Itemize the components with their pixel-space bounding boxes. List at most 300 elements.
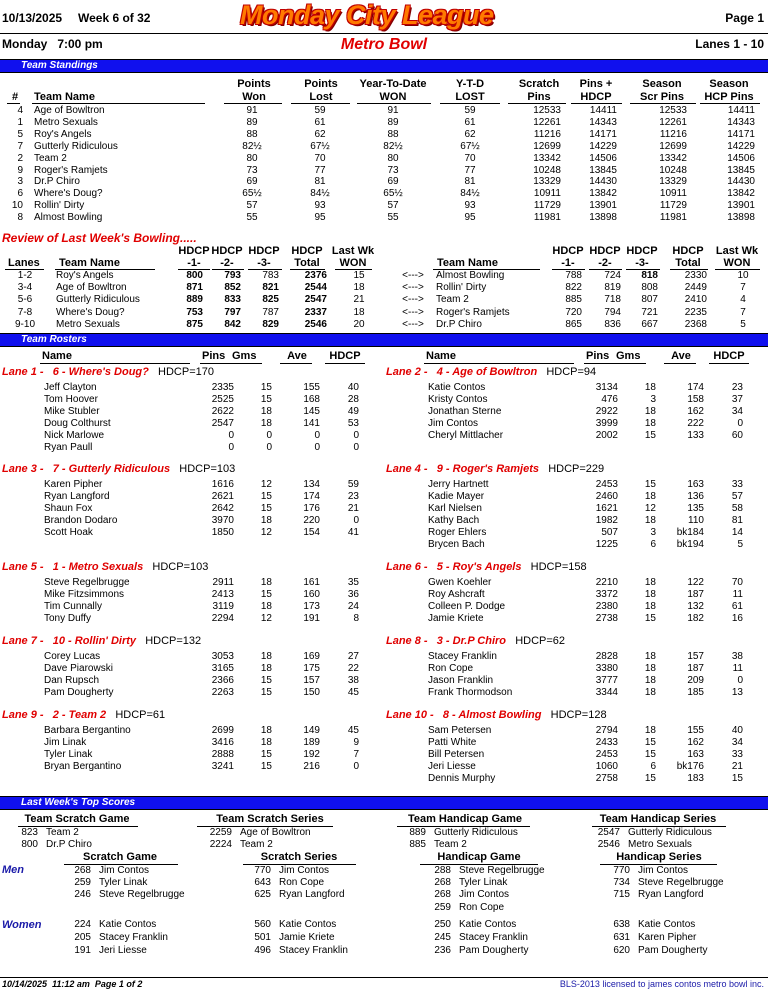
roster-cell: 2453: [595, 479, 618, 490]
top-score: 268: [434, 877, 451, 889]
underline: [424, 363, 574, 364]
review-cell: 807: [641, 294, 658, 306]
roster-cell: 34: [731, 736, 743, 748]
roster-cell: 149: [303, 725, 320, 736]
roster-cell: 0: [266, 441, 272, 453]
lane-team-heading: [2, 366, 214, 378]
roster-cell: 157: [303, 674, 320, 686]
lane-label: Lane 8 -: [386, 635, 437, 647]
standings-cell: 12261: [533, 116, 561, 128]
roster-cell: 15: [644, 612, 656, 624]
standings-column-header: HCP Pins: [704, 91, 754, 103]
roster-cell: 0: [266, 429, 272, 441]
roster-cell: 11: [732, 588, 743, 600]
review-column-header: WON: [339, 257, 367, 269]
review-cell: 871: [186, 282, 203, 294]
review-cell: 2337: [304, 306, 327, 318]
standings-cell: 91: [246, 105, 258, 116]
roster-cell: 3241: [211, 760, 234, 772]
roster-cell: Pam Dougherty: [44, 686, 114, 698]
standings-cell: 12533: [533, 105, 561, 116]
roster-cell: 185: [687, 686, 704, 698]
standings-cell: 8: [17, 212, 23, 224]
top-name: Jim Contos: [279, 865, 330, 876]
standings-cell: 12261: [659, 116, 687, 128]
standings-cell: 82½: [383, 140, 403, 152]
standings-cell: 84½: [460, 188, 480, 200]
roster-cell: 18: [644, 662, 656, 674]
bowling-center: Metro Bowl: [340, 36, 428, 53]
underline: [584, 363, 646, 364]
roster-cell: 507: [601, 526, 618, 538]
underline: [7, 103, 20, 104]
roster-cell: 192: [303, 748, 320, 760]
review-cell: 2544: [304, 282, 327, 294]
review-cell: 793: [224, 270, 241, 281]
men-label: Men: [2, 864, 24, 876]
roster-cell: 132: [687, 600, 704, 612]
roster-cell: 2335: [211, 382, 234, 393]
roster-cell: 2433: [595, 736, 618, 748]
roster-cell: 2794: [595, 725, 618, 736]
roster-cell: 15: [260, 674, 272, 686]
underline: [291, 103, 350, 104]
roster-cell: 53: [347, 417, 359, 429]
roster-cell: 70: [731, 577, 743, 588]
review-column-header: HDCP: [552, 245, 584, 257]
standings-cell: 14171: [589, 128, 617, 140]
roster-cell: 133: [687, 429, 704, 441]
roster-cell: 2547: [211, 417, 234, 429]
review-cell: 2546: [304, 318, 327, 330]
review-cell: 787: [262, 306, 279, 318]
top-score: 800: [21, 839, 38, 850]
standings-cell: 14229: [727, 140, 755, 152]
roster-cell: 2380: [595, 600, 618, 612]
roster-cell: 2453: [595, 748, 618, 760]
roster-cell: 1621: [595, 502, 618, 514]
standings-cell: 13329: [659, 176, 687, 188]
top-score: 268: [434, 889, 451, 901]
roster-cell: 3165: [211, 662, 234, 674]
underline: [280, 363, 312, 364]
top-individual-header: Scratch Game: [83, 851, 157, 863]
standings-column-header: #: [12, 91, 19, 103]
roster-cell: 13: [731, 686, 743, 698]
roster-cell: 2621: [211, 490, 234, 502]
roster-cell: 155: [303, 382, 320, 393]
standings-cell: 61: [464, 116, 476, 128]
review-column-header: Total: [675, 257, 701, 269]
roster-cell: Nick Marlowe: [44, 429, 105, 441]
review-cell: 15: [353, 270, 365, 281]
lane-label: Lane 9 -: [2, 709, 53, 721]
review-cell: 2368: [684, 318, 707, 330]
roster-cell: 173: [303, 600, 320, 612]
day-time: Monday 7:00 pm: [2, 37, 103, 51]
roster-cell: 0: [353, 514, 359, 526]
standings-cell: Gutterly Ridiculous: [34, 140, 118, 152]
standings-column-header: Year-To-Date: [359, 78, 427, 90]
roster-cell: 2922: [595, 405, 618, 417]
top-scores-section-bar: Last Week's Top Scores: [0, 796, 768, 810]
top-name: Metro Sexuals: [628, 839, 692, 850]
standings-cell: 14411: [727, 105, 755, 116]
roster-cell: 187: [687, 588, 704, 600]
review-column-header: HDCP: [589, 245, 621, 257]
roster-cell: Jamie Kriete: [428, 612, 484, 624]
roster-cell: Patti White: [428, 736, 477, 748]
standings-cell: 69: [246, 176, 258, 188]
roster-cell: 2622: [211, 405, 234, 417]
roster-cell: 160: [303, 588, 320, 600]
lane-team-heading: [2, 709, 165, 721]
standings-cell: 14506: [589, 152, 617, 164]
review-column-header: WON: [723, 257, 751, 269]
top-score: 770: [613, 865, 630, 876]
roster-cell: Bill Petersen: [428, 748, 485, 760]
roster-cell: 23: [731, 382, 743, 393]
team-handicap: HDCP=158: [530, 561, 587, 573]
standings-cell: 2: [17, 152, 23, 164]
top-name: Katie Contos: [279, 919, 337, 930]
roster-cell: 3053: [211, 651, 234, 662]
standings-cell: 73: [387, 164, 399, 176]
underline: [32, 103, 205, 104]
roster-cell: 163: [687, 748, 704, 760]
roster-cell: 3970: [211, 514, 234, 526]
lane-label: Lane 2 -: [386, 366, 437, 378]
top-name: Ryan Langford: [638, 889, 704, 901]
roster-cell: 1850: [211, 526, 234, 538]
top-individual-header: Handicap Series: [616, 851, 702, 863]
standings-cell: 13842: [589, 188, 617, 200]
standings-cell: 95: [314, 212, 326, 224]
underline: [325, 363, 365, 364]
roster-cell: 3: [650, 393, 656, 405]
lane-label: Lane 1 -: [2, 366, 53, 378]
roster-cell: 220: [303, 514, 320, 526]
top-name: Ron Cope: [459, 901, 505, 913]
standings-cell: 62: [464, 128, 476, 140]
review-cell: 825: [262, 294, 279, 306]
lane-team-heading: [386, 561, 587, 573]
top-score: 2546: [597, 839, 620, 850]
roster-cell: 2210: [595, 577, 618, 588]
standings-cell: 80: [246, 152, 258, 164]
review-cell: 5: [740, 318, 746, 330]
standings-cell: 89: [246, 116, 258, 128]
team-label: 4 - Age of Bowltron: [436, 366, 547, 378]
top-team-header: Team Scratch Game: [24, 813, 130, 825]
standings-column-header: WON: [379, 91, 407, 103]
review-cell: <--->: [402, 282, 424, 294]
review-cell: 2547: [304, 294, 327, 306]
team-label: 3 - Dr.P Chiro: [436, 635, 516, 647]
top-name: Team 2: [240, 839, 273, 850]
standings-column-header: Won: [242, 91, 266, 103]
top-name: Stacey Franklin: [459, 931, 528, 943]
roster-cell: 162: [687, 736, 704, 748]
roster-cell: 18: [644, 588, 656, 600]
roster-cell: 6: [650, 538, 656, 550]
review-column-header: -3-: [257, 257, 271, 269]
standings-cell: 10911: [533, 188, 561, 200]
standings-cell: 14411: [589, 105, 617, 116]
roster-cell: 476: [601, 393, 618, 405]
top-name: Steve Regelbrugge: [99, 889, 185, 901]
top-score: 250: [434, 919, 451, 930]
roster-cell: 15: [260, 393, 272, 405]
standings-cell: 13329: [533, 176, 561, 188]
top-score: 715: [613, 889, 630, 901]
standings-cell: 89: [387, 116, 399, 128]
review-cell: 10: [737, 270, 749, 281]
team-handicap: HDCP=94: [546, 366, 597, 378]
roster-cell: 18: [260, 577, 272, 588]
roster-cell: 2263: [211, 686, 234, 698]
review-column-header: HDCP: [626, 245, 658, 257]
roster-cell: Jim Contos: [428, 417, 479, 429]
roster-cell: 16: [731, 612, 743, 624]
roster-cell: Jonathan Sterne: [428, 405, 502, 417]
roster-cell: 2699: [211, 725, 234, 736]
standings-column-header: Scr Pins: [639, 91, 685, 103]
top-score: 245: [434, 931, 451, 943]
standings-cell: 57: [246, 200, 258, 212]
review-cell: 821: [262, 282, 279, 294]
standings-cell: Dr.P Chiro: [34, 176, 80, 188]
roster-cell: 36: [347, 588, 359, 600]
roster-cell: Jeff Clayton: [44, 382, 97, 393]
top-name: Ron Cope: [279, 877, 325, 889]
roster-cell: Tony Duffy: [44, 612, 92, 624]
roster-cell: 38: [731, 651, 743, 662]
roster-cell: 2002: [595, 429, 618, 441]
team-handicap: HDCP=229: [548, 463, 605, 475]
underline: [700, 103, 760, 104]
standings-cell: Age of Bowltron: [34, 105, 105, 116]
roster-cell: 12: [644, 502, 656, 514]
underline: [357, 103, 431, 104]
top-score: 259: [434, 901, 451, 913]
top-name: Katie Contos: [459, 919, 517, 930]
roster-cell: 1225: [595, 538, 618, 550]
top-individual-header: Scratch Series: [260, 851, 338, 863]
standings-cell: 14506: [727, 152, 755, 164]
roster-cell: Dave Piarowski: [44, 662, 113, 674]
roster-cell: 3: [650, 526, 656, 538]
standings-cell: 69: [387, 176, 399, 188]
roster-cell: Tim Cunnally: [44, 600, 102, 612]
standings-cell: 59: [314, 105, 326, 116]
standings-cell: 14430: [589, 176, 617, 188]
roster-cell: 168: [303, 393, 320, 405]
review-column-header: HDCP: [291, 245, 323, 257]
review-cell: 718: [604, 294, 621, 306]
roster-cell: 27: [347, 651, 359, 662]
standings-cell: 61: [314, 116, 326, 128]
roster-cell: Jason Franklin: [428, 674, 494, 686]
top-name: Tyler Linak: [459, 877, 508, 889]
roster-cell: 1982: [595, 514, 618, 526]
roster-cell: Jeri Liesse: [428, 760, 476, 772]
roster-cell: 0: [353, 441, 359, 453]
top-name: Gutterly Ridiculous: [434, 827, 518, 838]
standings-column-header: Y-T-D: [455, 78, 485, 90]
lane-label: Lane 7 -: [2, 635, 53, 647]
roster-cell: 15: [644, 748, 656, 760]
review-column-header: Team Name: [59, 257, 120, 269]
review-cell: <--->: [402, 318, 424, 330]
review-cell: 885: [565, 294, 582, 306]
standings-cell: Roger's Ramjets: [34, 164, 108, 176]
footer-license: BLS-2013 licensed to james contos metro bowl inc.: [559, 979, 764, 989]
top-name: Pam Dougherty: [638, 944, 708, 956]
review-cell: 2449: [684, 282, 707, 294]
review-cell: 797: [224, 306, 241, 318]
standings-cell: 65½: [242, 188, 262, 200]
lane-label: Lane 3 -: [2, 463, 53, 475]
team-label: 10 - Rollin' Dirty: [52, 635, 146, 647]
roster-cell: Stacey Franklin: [428, 651, 497, 662]
top-team-header: Team Handicap Series: [599, 813, 717, 825]
roster-cell: 141: [303, 417, 320, 429]
standings-cell: 13845: [727, 164, 755, 176]
roster-cell: 28: [347, 393, 359, 405]
standings-cell: Almost Bowling: [34, 212, 103, 224]
lane-label: Lane 4 -: [386, 463, 437, 475]
review-cell: Gutterly Ridiculous: [56, 294, 140, 306]
roster-cell: 176: [303, 502, 320, 514]
roster-column-header: HDCP: [713, 350, 745, 362]
review-cell: 7: [740, 306, 746, 318]
roster-column-header: Gms: [616, 350, 641, 362]
standings-cell: 13342: [533, 152, 561, 164]
roster-cell: Doug Colthurst: [44, 417, 111, 429]
roster-cell: 18: [260, 736, 272, 748]
team-label: 1 - Metro Sexuals: [52, 561, 153, 573]
roster-cell: 57: [731, 490, 743, 502]
standings-column-header: Scratch: [518, 78, 560, 90]
review-cell: 2330: [684, 270, 707, 281]
standings-cell: 93: [314, 200, 326, 212]
review-cell: 1-2: [17, 270, 33, 281]
page-number: Page 1: [725, 11, 764, 25]
standings-cell: 6: [17, 188, 23, 200]
review-cell: 2410: [684, 294, 707, 306]
roster-cell: 0: [353, 760, 359, 772]
standings-cell: Roy's Angels: [34, 128, 92, 140]
roster-cell: 40: [731, 725, 743, 736]
top-score: 2224: [209, 839, 232, 850]
review-cell: 819: [604, 282, 621, 294]
review-cell: 822: [565, 282, 582, 294]
top-name: Katie Contos: [99, 919, 157, 930]
roster-cell: 18: [644, 686, 656, 698]
roster-cell: 15: [731, 772, 743, 784]
review-cell: Dr.P Chiro: [436, 318, 482, 330]
lane-team-heading: [2, 635, 201, 647]
roster-cell: 2460: [595, 490, 618, 502]
top-name: Stacey Franklin: [99, 931, 168, 943]
roster-cell: 12: [260, 479, 272, 490]
roster-cell: 158: [687, 393, 704, 405]
roster-cell: 24: [347, 600, 359, 612]
roster-cell: 18: [260, 514, 272, 526]
footer-rule: [0, 977, 768, 978]
review-column-header: -2-: [220, 257, 234, 269]
top-name: Dr.P Chiro: [46, 839, 92, 850]
review-column-header: Team Name: [437, 257, 498, 269]
roster-cell: 18: [644, 514, 656, 526]
standings-cell: 65½: [383, 188, 403, 200]
top-score: 631: [613, 931, 630, 943]
roster-cell: 2525: [211, 393, 234, 405]
roster-cell: bk176: [676, 760, 704, 772]
roster-cell: Dennis Murphy: [428, 772, 496, 784]
standings-column-header: Lost: [309, 91, 333, 103]
standings-cell: 14343: [589, 116, 617, 128]
roster-cell: Shaun Fox: [44, 502, 93, 514]
underline: [664, 363, 696, 364]
roster-cell: 15: [644, 479, 656, 490]
header-rule: [0, 33, 768, 34]
roster-cell: 110: [688, 514, 704, 526]
team-handicap: HDCP=61: [115, 709, 166, 721]
review-column-header: -3-: [635, 257, 649, 269]
review-column-header: Total: [294, 257, 320, 269]
roster-cell: 12: [260, 612, 272, 624]
roster-cell: 183: [687, 772, 704, 784]
roster-column-header: Ave: [287, 350, 307, 362]
review-column-header: HDCP: [672, 245, 704, 257]
lane-team-heading: [386, 463, 604, 475]
standings-cell: 7: [17, 140, 23, 152]
team-label: 9 - Roger's Ramjets: [436, 463, 549, 475]
standings-section-bar: Team Standings: [0, 59, 768, 73]
roster-cell: Barbara Bergantino: [44, 725, 131, 736]
review-cell: Age of Bowltron: [56, 282, 127, 294]
standings-cell: 67½: [460, 140, 480, 152]
top-score: 560: [254, 919, 271, 930]
standings-column-header: LOST: [455, 91, 485, 103]
standings-cell: 81: [464, 176, 476, 188]
review-cell: Rollin' Dirty: [436, 282, 487, 294]
review-column-header: -1-: [187, 257, 201, 269]
top-name: Stacey Franklin: [279, 944, 348, 956]
roster-cell: 81: [731, 514, 743, 526]
roster-cell: 174: [687, 382, 704, 393]
lane-team-heading: [386, 709, 607, 721]
top-score: 643: [254, 877, 271, 889]
standings-column-header: Team Name: [34, 91, 95, 103]
standings-cell: 55: [387, 212, 399, 224]
top-name: Age of Bowltron: [240, 827, 311, 838]
roster-cell: 3416: [211, 736, 234, 748]
footer-printed: 10/14/2025 11:12 am Page 1 of 2: [2, 979, 143, 989]
review-cell: 889: [186, 294, 203, 306]
roster-cell: Roger Ehlers: [428, 526, 487, 538]
roster-cell: 2738: [595, 612, 618, 624]
roster-cell: 9: [353, 736, 359, 748]
top-name: Katie Contos: [638, 919, 696, 930]
roster-cell: 49: [347, 405, 359, 417]
roster-cell: 162: [687, 405, 704, 417]
standings-cell: 12699: [533, 140, 561, 152]
review-cell: 794: [604, 306, 621, 318]
review-cell: 808: [641, 282, 658, 294]
